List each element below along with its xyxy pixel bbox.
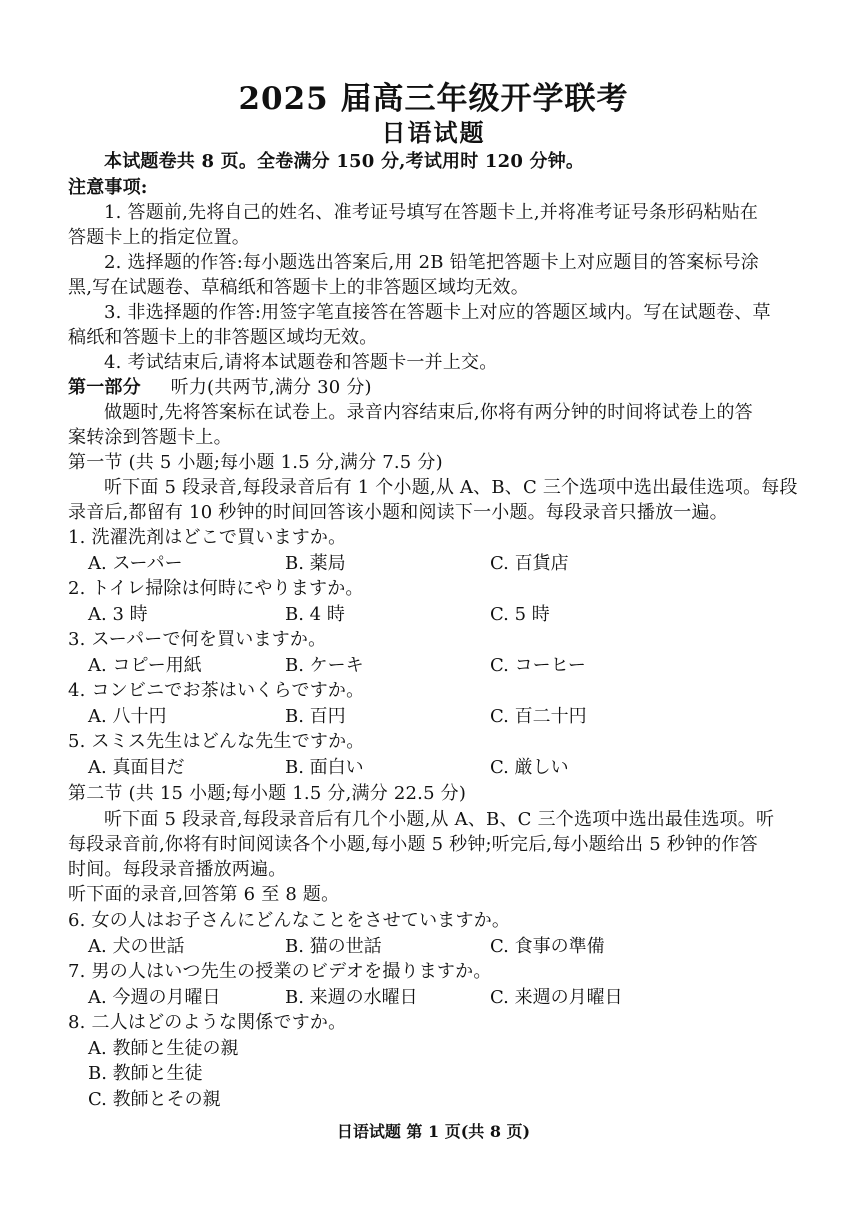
option-c: C. 来週の月曜日 [490, 987, 623, 1008]
exam-info: 本试题卷共 8 页。全卷满分 150 分,考试用时 120 分钟。 [104, 151, 585, 172]
option-a: A. 八十円 [88, 706, 167, 727]
option-c: C. 百二十円 [490, 706, 587, 727]
section2-intro-line: 时间。每段录音播放两遍。 [68, 859, 287, 880]
question-3: 3. スーパーで何を買いますか。 [68, 629, 327, 650]
option-a: A. 犬の世話 [88, 936, 185, 957]
option-b: B. ケーキ [285, 655, 364, 676]
option-b: B. 教師と生徒 [88, 1063, 203, 1084]
part1-intro-line: 做题时,先将答案标在试卷上。录音内容结束后,你将有两分钟的时间将试卷上的答 [104, 402, 753, 423]
part1-heading-detail: 听力(共两节,满分 30 分) [170, 377, 372, 398]
option-c: C. コーヒー [490, 655, 586, 676]
note-line: 答题卡上的指定位置。 [68, 227, 250, 248]
exam-subtitle: 日语试题 [381, 118, 486, 147]
part1-heading [68, 376, 372, 400]
note-line: 黑,写在试题卷、草稿纸和答题卡上的非答题区域均无效。 [68, 277, 529, 298]
notes-heading: 注意事项: [68, 177, 148, 198]
note-line: 1. 答题前,先将自己的姓名、准考证号填写在答题卡上,并将准考证号条形码粘贴在 [104, 202, 759, 223]
option-a: A. コピー用紙 [88, 655, 202, 676]
option-c: C. 厳しい [490, 757, 569, 778]
question-1: 1. 洗濯洗剤はどこで買いますか。 [68, 527, 347, 548]
option-a: A. 今週の月曜日 [88, 987, 221, 1008]
question-4: 4. コンビニでお茶はいくらですか。 [68, 680, 365, 701]
option-b: B. 来週の水曜日 [285, 987, 418, 1008]
option-a: A. 真面目だ [88, 757, 185, 778]
section2-heading: 第二节 (共 15 小题;每小题 1.5 分,满分 22.5 分) [68, 783, 467, 804]
option-b: B. 面白い [285, 757, 364, 778]
option-b: B. 4 時 [285, 604, 345, 625]
section2-intro-line: 每段录音前,你将有时间阅读各个小题,每小题 5 秒钟;听完后,每小题给出 5 秒钟的作答 [68, 834, 758, 855]
question-7: 7. 男の人はいつ先生の授業のビデオを撮りますか。 [68, 961, 492, 982]
option-c: C. 食事の準備 [490, 936, 605, 957]
part1-heading-label: 第一部分 [68, 377, 141, 398]
option-a: A. スーパー [88, 553, 183, 574]
note-line: 2. 选择题的作答:每小题选出答案后,用 2B 铅笔把答题卡上对应题目的答案标号涂 [104, 252, 760, 273]
option-c: C. 百貨店 [490, 553, 569, 574]
option-b: B. 猫の世話 [285, 936, 382, 957]
section1-heading: 第一节 (共 5 小题;每小题 1.5 分,满分 7.5 分) [68, 452, 443, 473]
group-intro: 听下面的录音,回答第 6 至 8 题。 [68, 884, 340, 905]
section2-intro-line: 听下面 5 段录音,每段录音后有几个小题,从 A、B、C 三个选项中选出最佳选项。听 [104, 809, 775, 830]
option-b: B. 薬局 [285, 553, 346, 574]
section1-intro-line: 听下面 5 段录音,每段录音后有 1 个小题,从 A、B、C 三个选项中选出最佳选项。每段 [104, 477, 798, 498]
option-b: B. 百円 [285, 706, 346, 727]
section1-intro-line: 录音后,都留有 10 秒钟的时间回答该小题和阅读下一小题。每段录音只播放一遍。 [68, 502, 728, 523]
question-2: 2. トイレ掃除は何時にやりますか。 [68, 578, 364, 599]
question-8: 8. 二人はどのような関係ですか。 [68, 1012, 347, 1033]
note-line: 稿纸和答题卡上的非答题区域均无效。 [68, 327, 378, 348]
option-a: A. 教師と生徒の親 [88, 1038, 239, 1059]
exam-title: 2025 届高三年级开学联考 [238, 81, 629, 117]
part1-intro-line: 案转涂到答题卡上。 [68, 427, 232, 448]
option-c: C. 5 時 [490, 604, 550, 625]
note-line: 4. 考试结束后,请将本试题卷和答题卡一并上交。 [104, 352, 498, 373]
note-line: 3. 非选择题的作答:用签字笔直接答在答题卡上对应的答题区域内。写在试题卷、草 [104, 302, 771, 323]
question-5: 5. スミス先生はどんな先生ですか。 [68, 731, 365, 752]
question-6: 6. 女の人はお子さんにどんなことをさせていますか。 [68, 910, 511, 931]
page-footer: 日语试题 第 1 页(共 8 页) [336, 1122, 531, 1141]
option-a: A. 3 時 [88, 604, 148, 625]
option-c: C. 教師とその親 [88, 1089, 221, 1110]
